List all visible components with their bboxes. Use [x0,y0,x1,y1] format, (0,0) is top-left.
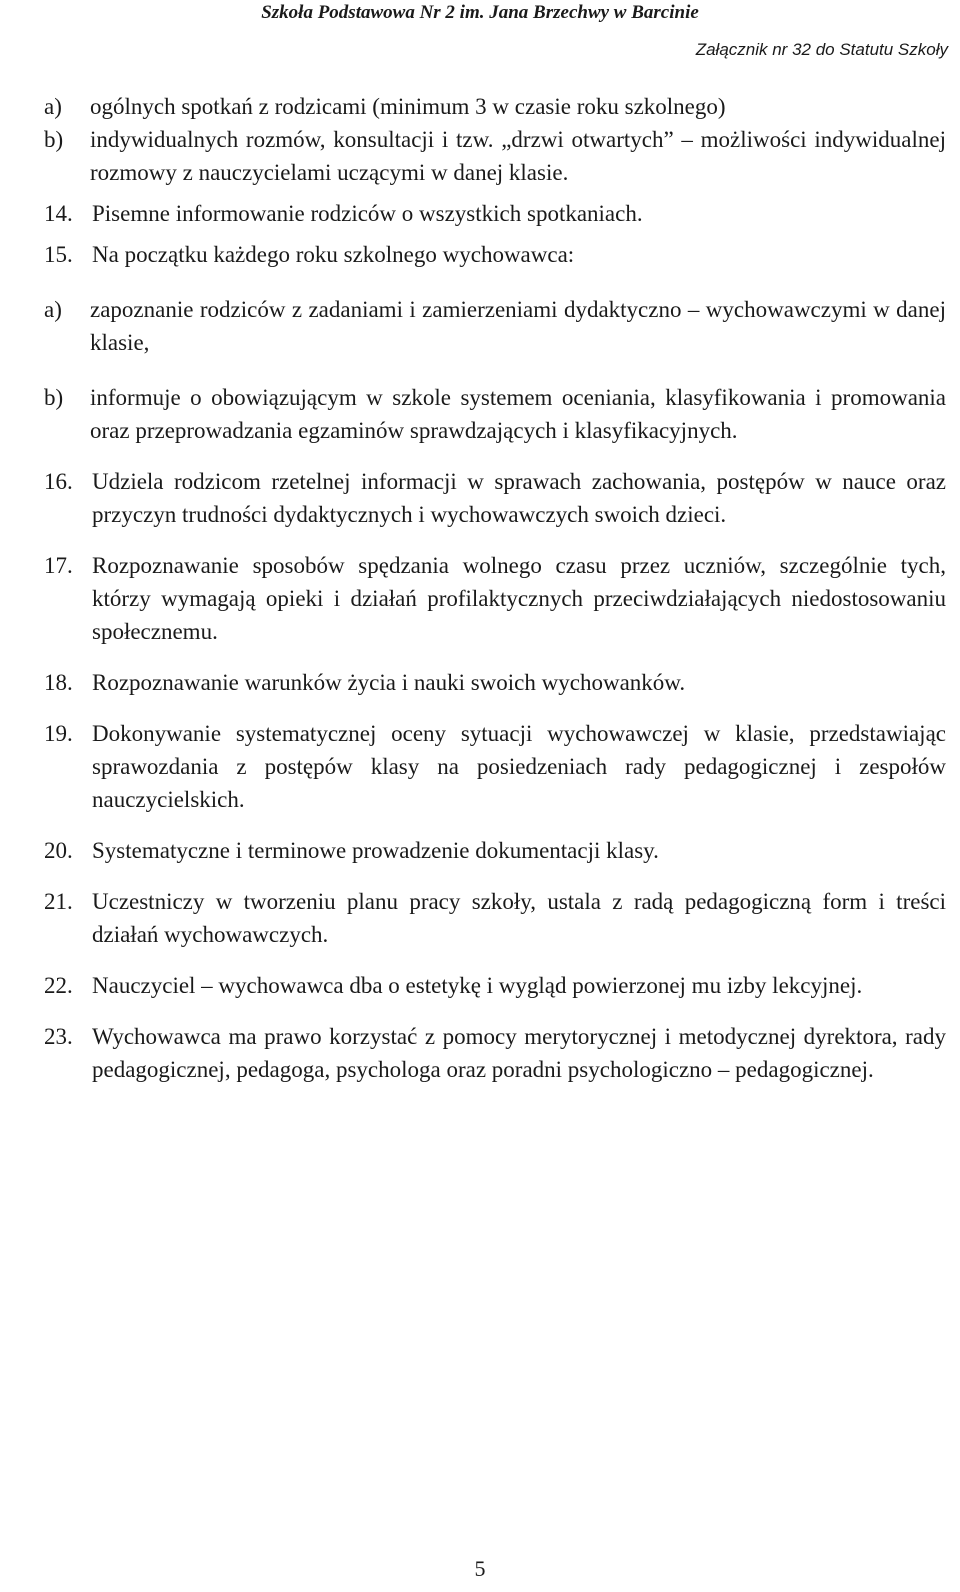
header-school-name: Szkoła Podstawowa Nr 2 im. Jana Brzechwy w Barcinie [261,2,699,23]
page-number: 5 [474,1556,486,1581]
list-item-text: informuje o obowiązującym w szkole systemem oceniania, klasyfikowania i promowania oraz przeprowadzania egzaminów sprawdzających i klasyfikacyjnych. [90,385,946,443]
list-item [44,465,946,531]
list-item-text: Uczestniczy w tworzeniu planu pracy szkoły, ustala z radą pedagogiczną form i treści działań wychowawczych. [92,889,946,947]
list-marker: 17. [44,553,73,578]
list-marker: 19. [44,721,73,746]
list-item-text: Wychowawca ma prawo korzystać z pomocy merytorycznej i metodycznej dyrektora, rady pedagogicznej, pedagoga, psychologa oraz poradni psychologiczno – pedagogicznej. [92,1024,946,1082]
list-item [44,549,946,648]
list-marker: 22. [44,973,73,998]
list-item [44,717,946,816]
list-marker: a) [44,94,62,119]
list-item-text: zapoznanie rodziców z zadaniami i zamierzeniami dydaktyczno – wychowawczymi w danej klasie, [90,297,946,355]
list-item [44,197,946,230]
list-marker: 18. [44,670,73,695]
list-item [44,238,946,271]
list-item [44,123,946,189]
list-item-text: Rozpoznawanie warunków życia i nauki swoich wychowanków. [92,670,686,695]
header-annex-label: Załącznik nr 32 do Statutu Szkoły [695,40,948,59]
list-item-text: Rozpoznawanie sposobów spędzania wolnego czasu przez uczniów, szczególnie tych, którzy wymagają opieki i działań profilaktycznych przeciwdziałających niedostosowaniu społecznemu. [92,553,946,644]
list-item [44,1020,946,1086]
list-marker: b) [44,385,64,410]
list-item [44,969,946,1002]
list-marker: 23. [44,1024,73,1049]
list-item-text: Na początku każdego roku szkolnego wychowawca: [92,242,575,267]
list-item-text: Systematyczne i terminowe prowadzenie dokumentacji klasy. [92,838,659,863]
list-item [44,90,946,123]
list-marker: a) [44,297,62,322]
document-body [0,90,960,1086]
list-item-text: Nauczyciel – wychowawca dba o estetykę i wygląd powierzonej mu izby lekcyjnej. [92,973,863,998]
list-item-text: Udziela rodzicom rzetelnej informacji w sprawach zachowania, postępów w nauce oraz przyczyn trudności dydaktycznych i wychowawczych swoich dzieci. [92,469,946,527]
list-item [44,885,946,951]
list-marker: 21. [44,889,73,914]
list-item-text: indywidualnych rozmów, konsultacji i tzw. „drzwi otwartych” – możliwości indywidualnej rozmowy z nauczycielami uczącymi w danej klasie. [90,127,946,185]
list-item [44,834,946,867]
list-marker: 20. [44,838,73,863]
list-marker: b) [44,127,64,152]
list-item [44,293,946,359]
list-item [44,666,946,699]
list-item [44,381,946,447]
list-marker: 14. [44,201,73,226]
list-item-text: Dokonywanie systematycznej oceny sytuacji wychowawczej w klasie, przedstawiając sprawozdania z postępów klasy na posiedzeniach rady pedagogicznej i zespołów nauczycielskich. [92,721,946,812]
list-item-text: ogólnych spotkań z rodzicami (minimum 3 w czasie roku szkolnego) [90,94,726,119]
list-marker: 15. [44,242,73,267]
list-item-text: Pisemne informowanie rodziców o wszystkich spotkaniach. [92,201,643,226]
list-marker: 16. [44,469,73,494]
